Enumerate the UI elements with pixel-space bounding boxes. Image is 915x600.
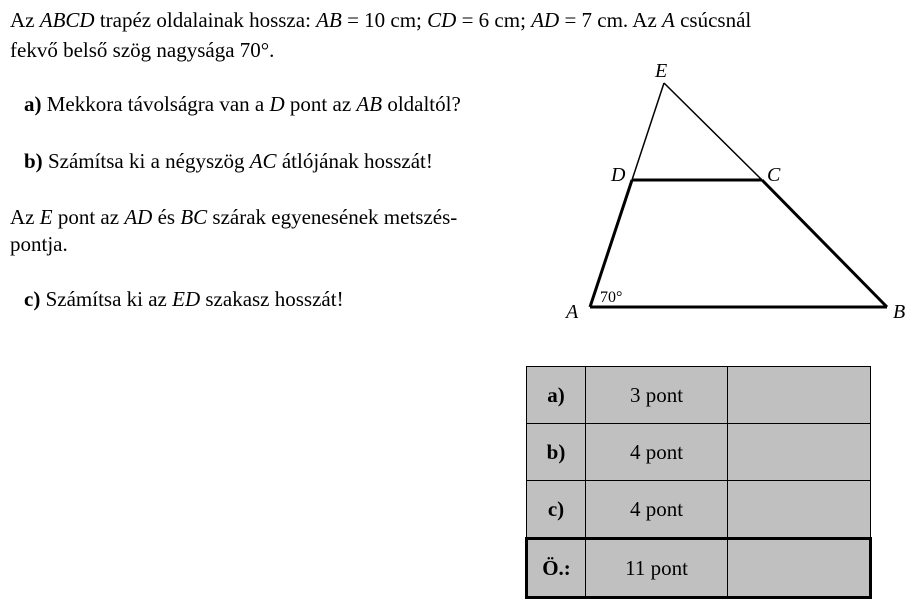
question-a: a) Mekkora távolságra van a D pont az AB oldaltól?: [24, 92, 461, 116]
score-earned-cell: [728, 367, 871, 424]
table-row: [527, 367, 871, 424]
vertex-label-b: B: [893, 301, 906, 323]
angle-label-a: 70°: [600, 289, 623, 306]
problem-intro-line2: fekvő belső szög nagysága 70°.: [10, 38, 275, 62]
score-part-cell: b): [527, 424, 586, 481]
question-c: c) Számítsa ki az ED szakasz hosszát!: [24, 287, 344, 311]
score-total-points: 11 pont: [586, 539, 728, 598]
score-part-cell: c): [527, 481, 586, 539]
table-row: [527, 424, 871, 481]
vertex-label-a: A: [566, 301, 579, 323]
middle-paragraph-line1: Az E pont az AD és BC szárak egyenesének metszés-: [10, 205, 458, 229]
extension-de: [632, 83, 664, 180]
side-ad: [590, 180, 632, 307]
question-b-label: b): [24, 149, 43, 173]
question-a-label: a): [24, 92, 42, 116]
score-earned-cell: [728, 481, 871, 539]
vertex-label-e: E: [655, 60, 668, 82]
score-earned-cell: [728, 424, 871, 481]
score-points-cell: 4 pont: [586, 424, 728, 481]
score-points-cell: 3 pont: [586, 367, 728, 424]
score-total-earned: [728, 539, 871, 598]
extension-ce: [664, 83, 762, 180]
middle-paragraph-line2: pontja.: [10, 232, 68, 256]
score-total-row: [527, 539, 871, 598]
table-row: [527, 481, 871, 539]
problem-intro-line1: Az ABCD trapéz oldalainak hossza: AB = 10 cm; CD = 6 cm; AD = 7 cm. Az A csúcsnál: [10, 8, 752, 32]
question-b: b) Számítsa ki a négyszög AC átlójának hosszát!: [24, 149, 433, 173]
score-total-label: Ö.:: [527, 539, 586, 598]
vertex-label-d: D: [611, 164, 626, 186]
score-table: [525, 366, 872, 599]
score-points-cell: 4 pont: [586, 481, 728, 539]
vertex-label-c: C: [767, 164, 781, 186]
score-part-cell: a): [527, 367, 586, 424]
question-c-label: c): [24, 287, 41, 311]
side-cb: [762, 180, 887, 307]
trapezoid-name: ABCD: [39, 8, 95, 32]
